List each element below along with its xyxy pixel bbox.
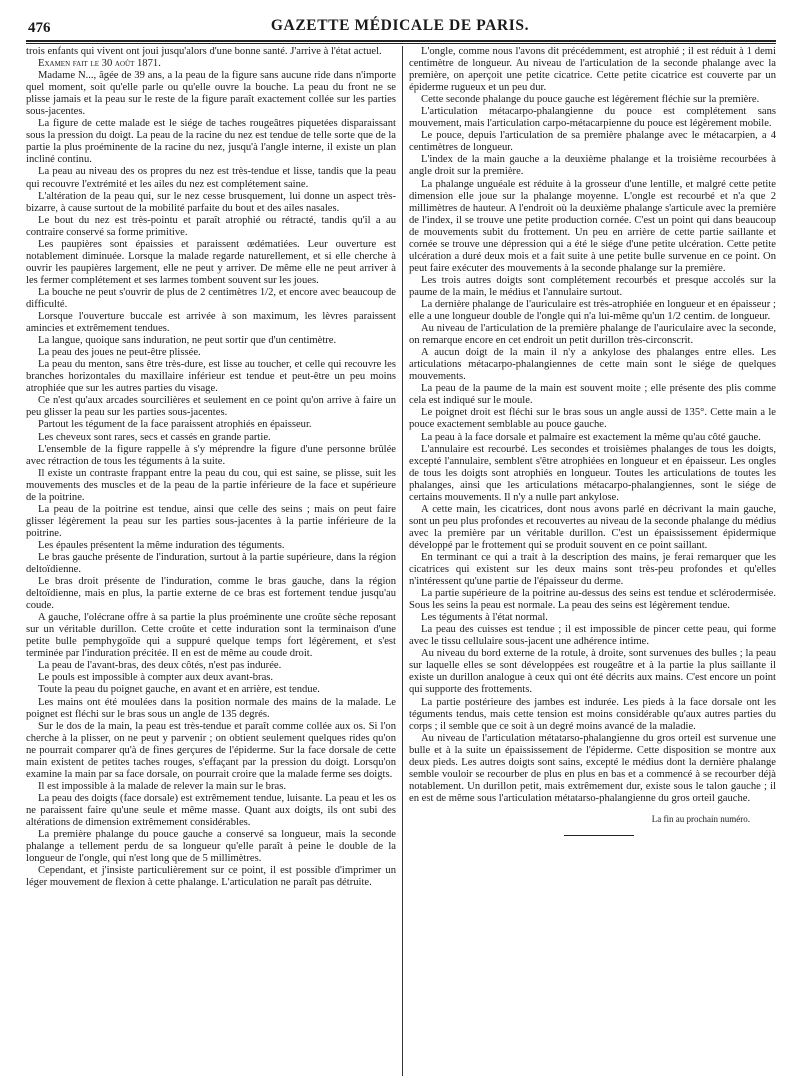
- paragraph: Cependant, et j'insiste particulièrement sur ce point, il est possible d'imprimer un léger mouvement de flexion à cette phalange. L'articulation ne paraît pas détruite.: [26, 865, 396, 889]
- paragraph: Cette seconde phalange du pouce gauche est légèrement fléchie sur la première.: [421, 94, 760, 106]
- paragraph: La peau de l'avant-bras, des deux côtés, n'est pas indurée.: [38, 660, 282, 672]
- paragraph: L'annulaire est recourbé. Les secondes et troisièmes phalanges de tous les doigts, excepté l'annulaire, semblent s'être atrophiées en longueur et en épaisseur. Les ongles de tous les doigts sont atrophiés en longueur. Toutes les articulations de toutes les phalanges, ainsi que les articulations métacarpo-phalangiennes, sont le siége de certains mouvements. Il n'y a nulle part ankylose.: [409, 443, 776, 503]
- paragraph: A cette main, les cicatrices, dont nous avons parlé en décrivant la main gauche, sont un peu plus profondes et recouvertes au niveau de la seconde phalange du médius avec la première par un véritable durillon. C'est un épaississement épidermique développé par le frottement qui se produit souvent en ce point saillant.: [409, 503, 776, 551]
- paragraph: La dernière phalange de l'auriculaire est très-atrophiée en longueur et en épaisseur ; elle a une longueur double de l'ongle qui n'a lui-même qu'un 1/2 centim. de longueur.: [409, 298, 776, 323]
- running-title: GAZETTE MÉDICALE DE PARIS.: [270, 17, 530, 34]
- paragraph: En terminant ce qui a trait à la description des mains, je ferai remarquer que les cicatrices qui existent sur les deux mains sont très-peu profondes et qu'elles n'intéressent qu'une partie de l'épaisseur du derme.: [409, 551, 776, 588]
- paragraph: La peau de la paume de la main est souvent moite ; elle présente des plis comme cela est indiqué sur le moule.: [409, 383, 776, 407]
- paragraph: Le bras gauche présente de l'induration, surtout à la partie supérieure, dans la région deltoïdienne.: [26, 551, 396, 576]
- header-rule-thin: [26, 43, 776, 44]
- paragraph: La langue, quoique sans induration, ne peut sortir que d'un centimètre.: [38, 335, 337, 347]
- paragraph: Au niveau de l'articulation métatarso-phalangienne du gros orteil est survenue une bulle et à la suite un épaississement de l'épiderme. Cette disposition se montre aux deux pieds. Les autres doigts sont sains, excepté le médius dont la dernière phalange semble vouloir se recourber de plus en plus en bas et a commencé à se recourber déjà notablement. Un durillon petit, mais extrêmement dur, existe sous le talon gauche ; il en est de même sous l'articulation métatarso-phalangienne du gros orteil gauche.: [409, 732, 776, 804]
- paragraph: La peau au niveau des os propres du nez est très-tendue et lisse, tandis que la peau qui recouvre l'extrémité et les ailes du nez est complétement saine.: [26, 166, 396, 190]
- page-number: 476: [28, 20, 51, 36]
- continuation-note: La fin au prochain numéro.: [651, 813, 750, 824]
- paragraph: La partie postérieure des jambes est indurée. Les pieds à la face dorsale ont les téguments tendus, mais cette tension est moins considérable qu'aux autres parties du corps ; il semble que ce soit à un degré moins avancé de la maladie.: [409, 696, 776, 732]
- paragraph: Au niveau du bord externe de la rotule, à droite, sont survenues des bulles ; la peau sur laquelle elles se sont développées est rougeâtre et à la partie la plus saillante il existe un durillon analogue à ceux qui ont été décrits aux mains. C'est encore un point qui supporte des frottements.: [409, 648, 776, 696]
- paragraph: Madame N..., âgée de 39 ans, a la peau de la figure sans aucune ride dans n'importe quel moment, soit qu'elle parle ou qu'elle ouvre la bouche. La peau du front ne se plisse jamais et la peau sur le reste de la figure paraît exactement collée sur les parties sous-jacentes.: [26, 70, 396, 118]
- paragraph: Les paupières sont épaissies et paraissent œdématiées. Leur ouverture est notablement diminuée. Lorsque la malade regarde naturellement, et si elle cherche à ouvrir les paupières largement, elle ne peut y arriver. De même elle ne peut arriver à les fermer complétement et ses larmes tombent souvent sur les joues.: [26, 238, 396, 286]
- exam-date: Examen fait le 30 août 1871.: [38, 58, 161, 70]
- paragraph: La peau du menton, sans être très-dure, est lisse au toucher, et celle qui recouvre les branches horizontales du maxillaire inférieur est tendue et peut-être un peu moins atrophiée que sur les autres parties du visage.: [26, 359, 396, 395]
- paragraph: A gauche, l'olécrane offre à sa partie la plus proéminente une croûte sèche reposant sur un véritable durillon. Cette croûte et cette induration sont la terminaison d'une petite bulle pemphygoïde qui a suppuré quelque temps fort légèrement, et s'est terminée par l'induration précitée. Il en est de même au coude droit.: [26, 612, 396, 660]
- paragraph: La peau des joues ne peut-être plissée.: [38, 347, 201, 359]
- paragraph: L'ensemble de la figure rappelle à s'y méprendre la figure d'une personne brûlée avec rétraction de tous les téguments à la suite.: [26, 443, 396, 467]
- page-header: [0, 0, 800, 44]
- header-rule: [26, 40, 776, 42]
- paragraph: trois enfants qui vivent ont joui jusqu'alors d'une bonne santé. J'arrive à l'état actuel.: [26, 46, 382, 57]
- column-divider: [402, 46, 403, 1076]
- paragraph: Le poignet droit est fléchi sur le bras sous un angle aussi de 135°. Cette main a le pouce exactement semblable au pouce gauche.: [409, 407, 776, 431]
- paragraph: La peau de la poitrine est tendue, ainsi que celle des seins ; mais on peut faire glisser légèrement la peau sur les parties sous-jacentes à la partie inférieure de la poitrine.: [26, 503, 396, 539]
- paragraph: Toute la peau du poignet gauche, en avant et en arrière, est tendue.: [38, 684, 320, 696]
- paragraph: La partie supérieure de la poitrine au-dessus des seins est tendue et sclérodermisée. Sous les seins la peau est normale. La peau des seins est légèrement tendue.: [409, 588, 776, 612]
- paragraph: Les mains ont été moulées dans la position normale des mains de la malade. Le poignet est fléchi sur le bras sous un angle de 135 degrés.: [26, 696, 396, 720]
- paragraph: Le bras droit présente de l'induration, comme le bras gauche, dans la région deltoïdienne, mais en plus, la partie externe de ce bras est fortement tendue jusqu'au coude.: [26, 576, 396, 612]
- paragraph: L'articulation métacarpo-phalangienne du pouce est complétement sans mouvement, mais l'articulation carpo-métacarpienne du pouce est légèrement mobile.: [409, 106, 776, 130]
- paragraph: L'altération de la peau qui, sur le nez cesse brusquement, lui donne un aspect très-bizarre, à cause surtout de la mobilité parfaite du bout et des ailes nasales.: [26, 190, 396, 214]
- left-column: [26, 46, 396, 1076]
- paragraph: Les épaules présentent la même induration des téguments.: [38, 539, 285, 551]
- paragraph: La phalange unguéale est réduite à la grosseur d'une lentille, et malgré cette petite dimension elle joue sur la phalange moyenne. L'ongle est recourbé et n'a que 2 millimètres de hauteur. A l'endroit où la deuxième phalange s'articule avec la première de l'index, il se trouve une petite production cornée. C'est un point qui dans beaucoup de mouvements subit du frottement. Un peu en arrière de cette partie saillante et cornée se trouve une dépression qui a été le siége d'une petite ulcération. Cette petite ulcération a duré deux mois et a fait suite à une petite bulle survenue en ce point. On peut faire exécuter des mouvements à la seconde phalange sur la première.: [409, 178, 776, 274]
- paragraph: Les trois autres doigts sont complétement recourbés et presque accolés sur la paume de la main, le médius et l'annulaire surtout.: [409, 274, 776, 298]
- end-rule: [564, 835, 634, 836]
- paragraph: Les cheveux sont rares, secs et cassés en grande partie.: [38, 431, 271, 443]
- paragraph: La peau des cuisses est tendue ; il est impossible de pincer cette peau, qui forme avec le tissu cellulaire sous-jacent une adhérence intime.: [409, 624, 776, 648]
- paragraph: Lorsque l'ouverture buccale est arrivée à son maximum, les lèvres paraissent amincies et extrêmement tendues.: [26, 311, 396, 335]
- paragraph: La peau des doigts (face dorsale) est extrêmement tendue, luisante. La peau et les os ne paraissent faire qu'une seule et même masse. Quant aux doigts, ils ont subi des altérations de dimension extrêmement considérables.: [26, 792, 396, 828]
- paragraph: La première phalange du pouce gauche a conservé sa longueur, mais la seconde phalange a tellement perdu de sa longueur qu'elle paraît à peine le double de la longueur de l'ongle, qui n'est long que de 5 millimètres.: [26, 829, 396, 865]
- paragraph: Au niveau de l'articulation de la première phalange de l'auriculaire avec la seconde, on remarque encore en cet endroit un petit durillon très-circonscrit.: [409, 323, 776, 347]
- paragraph: L'index de la main gauche a la deuxième phalange et la troisième recourbées à angle droit sur la première.: [409, 154, 776, 178]
- paragraph: Le pouls est impossible à compter aux deux avant-bras.: [38, 672, 274, 684]
- paragraph: L'ongle, comme nous l'avons dit précédemment, est atrophié ; il est réduit à 1 demi centimètre de longueur. Au niveau de l'articulation de la seconde phalange avec la première, on aperçoit une petite cicatrice. Cette petite cicatrice est couverte par un épiderme rugueux et un peu dur.: [409, 46, 776, 94]
- paragraph: La bouche ne peut s'ouvrir de plus de 2 centimètres 1/2, et encore avec beaucoup de difficulté.: [26, 286, 396, 310]
- paragraph: Ce n'est qu'aux arcades sourcilières et seulement en ce point qu'on arrive à faire un peu glisser la peau sur les parties sous-jacentes.: [26, 395, 396, 419]
- paragraph: Le pouce, depuis l'articulation de sa première phalange avec le métacarpien, a 4 centimètres de longueur.: [409, 130, 776, 154]
- paragraph: Il existe un contraste frappant entre la peau du cou, qui est saine, se plisse, suit les mouvements des muscles et de la peau de la partie inférieure de la face et supérieure de la poitrine.: [26, 467, 396, 503]
- right-column: [409, 46, 776, 1076]
- paragraph: Il est impossible à la malade de relever la main sur le bras.: [38, 780, 286, 792]
- paragraph: Les téguments à l'état normal.: [421, 612, 548, 624]
- paragraph: Le bout du nez est très-pointu et paraît atrophié ou rétracté, tandis qu'il a au contraire conservé sa forme primitive.: [26, 214, 396, 238]
- paragraph: La peau à la face dorsale et palmaire est exactement la même qu'au côté gauche.: [421, 431, 761, 443]
- paragraph: A aucun doigt de la main il n'y a ankylose des phalanges entre elles. Les articulations métacarpo-phalangiennes de cette main sont le siége de quelques mouvements.: [409, 347, 776, 383]
- paragraph: La figure de cette malade est le siége de taches rougeâtres piquetées disparaissant sous la pression du doigt. La peau de la racine du nez est tendue de telle sorte que de la partie la plus proéminente de la racine du nez, jusqu'à l'angle interne, il existe un plan incliné continu.: [26, 118, 396, 166]
- paragraph: Partout les tégument de la face paraissent atrophiés en épaisseur.: [38, 419, 312, 431]
- paragraph: Sur le dos de la main, la peau est très-tendue et paraît comme collée aux os. Si l'on cherche à la plisser, on ne peut y parvenir ; on obtient seulement quelques rides qu'on ne pourrait comparer qu'à de fines gerçures de l'épiderme. Sur la face dorsale de cette main existent de petites taches rouges, s'effaçant par la pression du doigt. Lorsqu'on examine la main par sa face dorsale, on pourrait croire que la malade ferme ses doigts.: [26, 720, 396, 780]
